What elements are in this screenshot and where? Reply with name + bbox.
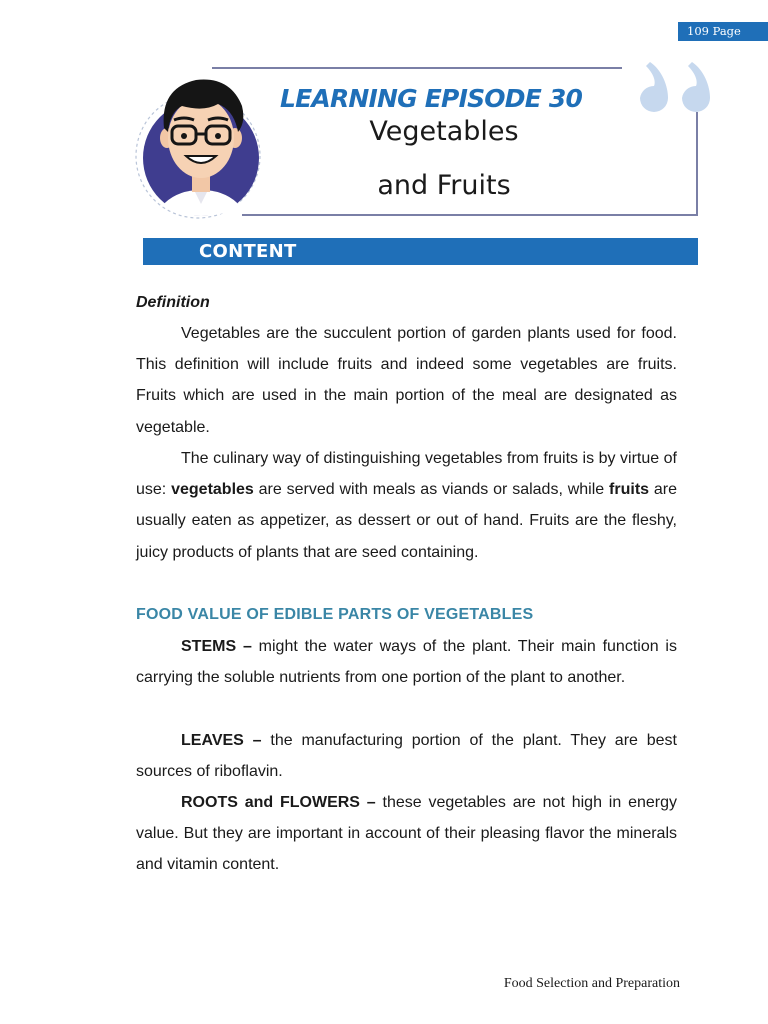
definition-paragraph-2 [136,443,677,568]
episode-subtitle-line-1: Vegetables [369,116,519,147]
episode-subtitle-line-2: and Fruits [377,170,511,201]
food-value-heading: FOOD VALUE OF EDIBLE PARTS OF VEGETABLES [136,606,534,623]
term-leaves: LEAVES – [181,732,262,749]
definition-paragraph-1: Vegetables are the succulent portion of garden plants used for food. This definition will include fruits and indeed some vegetables are fruits. Fruits which are used in the main portion of the meal are designated as vegetable. [136,325,677,436]
paragraph-2-text-a: The culinary way of distinguishing vegetables from fruits is by virtue of use: [136,450,677,499]
footer-course-title: Food Selection and Preparation [503,976,680,991]
leaves-paragraph [136,725,677,787]
definition-heading: Definition [136,294,210,311]
header-frame-right-line [696,112,698,216]
page-number-badge: 109 Page [678,22,768,41]
term-stems: STEMS – [181,638,252,655]
paragraph-2-text-c: are usually eaten as appetizer, as dessert or out of hand. Fruits are the fleshy, juicy products of plants that are seed containing. [136,481,678,561]
episode-title: LEARNING EPISODE 30 [280,84,583,113]
leaves-text: the manufacturing portion of the plant. They are best sources of riboflavin. [136,732,678,781]
roots-flowers-text: these vegetables are not high in energy value. But they are important in account of their pleasing flavor the minerals and vitamin content. [136,794,678,874]
term-fruits: fruits [609,481,650,499]
stems-text: might the water ways of the plant. Their main function is carrying the soluble nutrients from one portion of the plant to another. [136,638,677,687]
roots-flowers-paragraph [136,787,677,881]
content-section-label: CONTENT [199,241,297,262]
header-frame-bottom-line [242,214,698,216]
stems-paragraph [136,631,677,693]
header-frame-top-line [212,67,622,69]
content-section-bar [143,238,698,265]
paragraph-2-text-b: are served with meals as viands or salads, while [253,481,610,499]
term-vegetables: vegetables [171,481,254,499]
teacher-avatar-icon [134,66,268,220]
term-roots-and-flowers: ROOTS and FLOWERS – [181,794,376,811]
